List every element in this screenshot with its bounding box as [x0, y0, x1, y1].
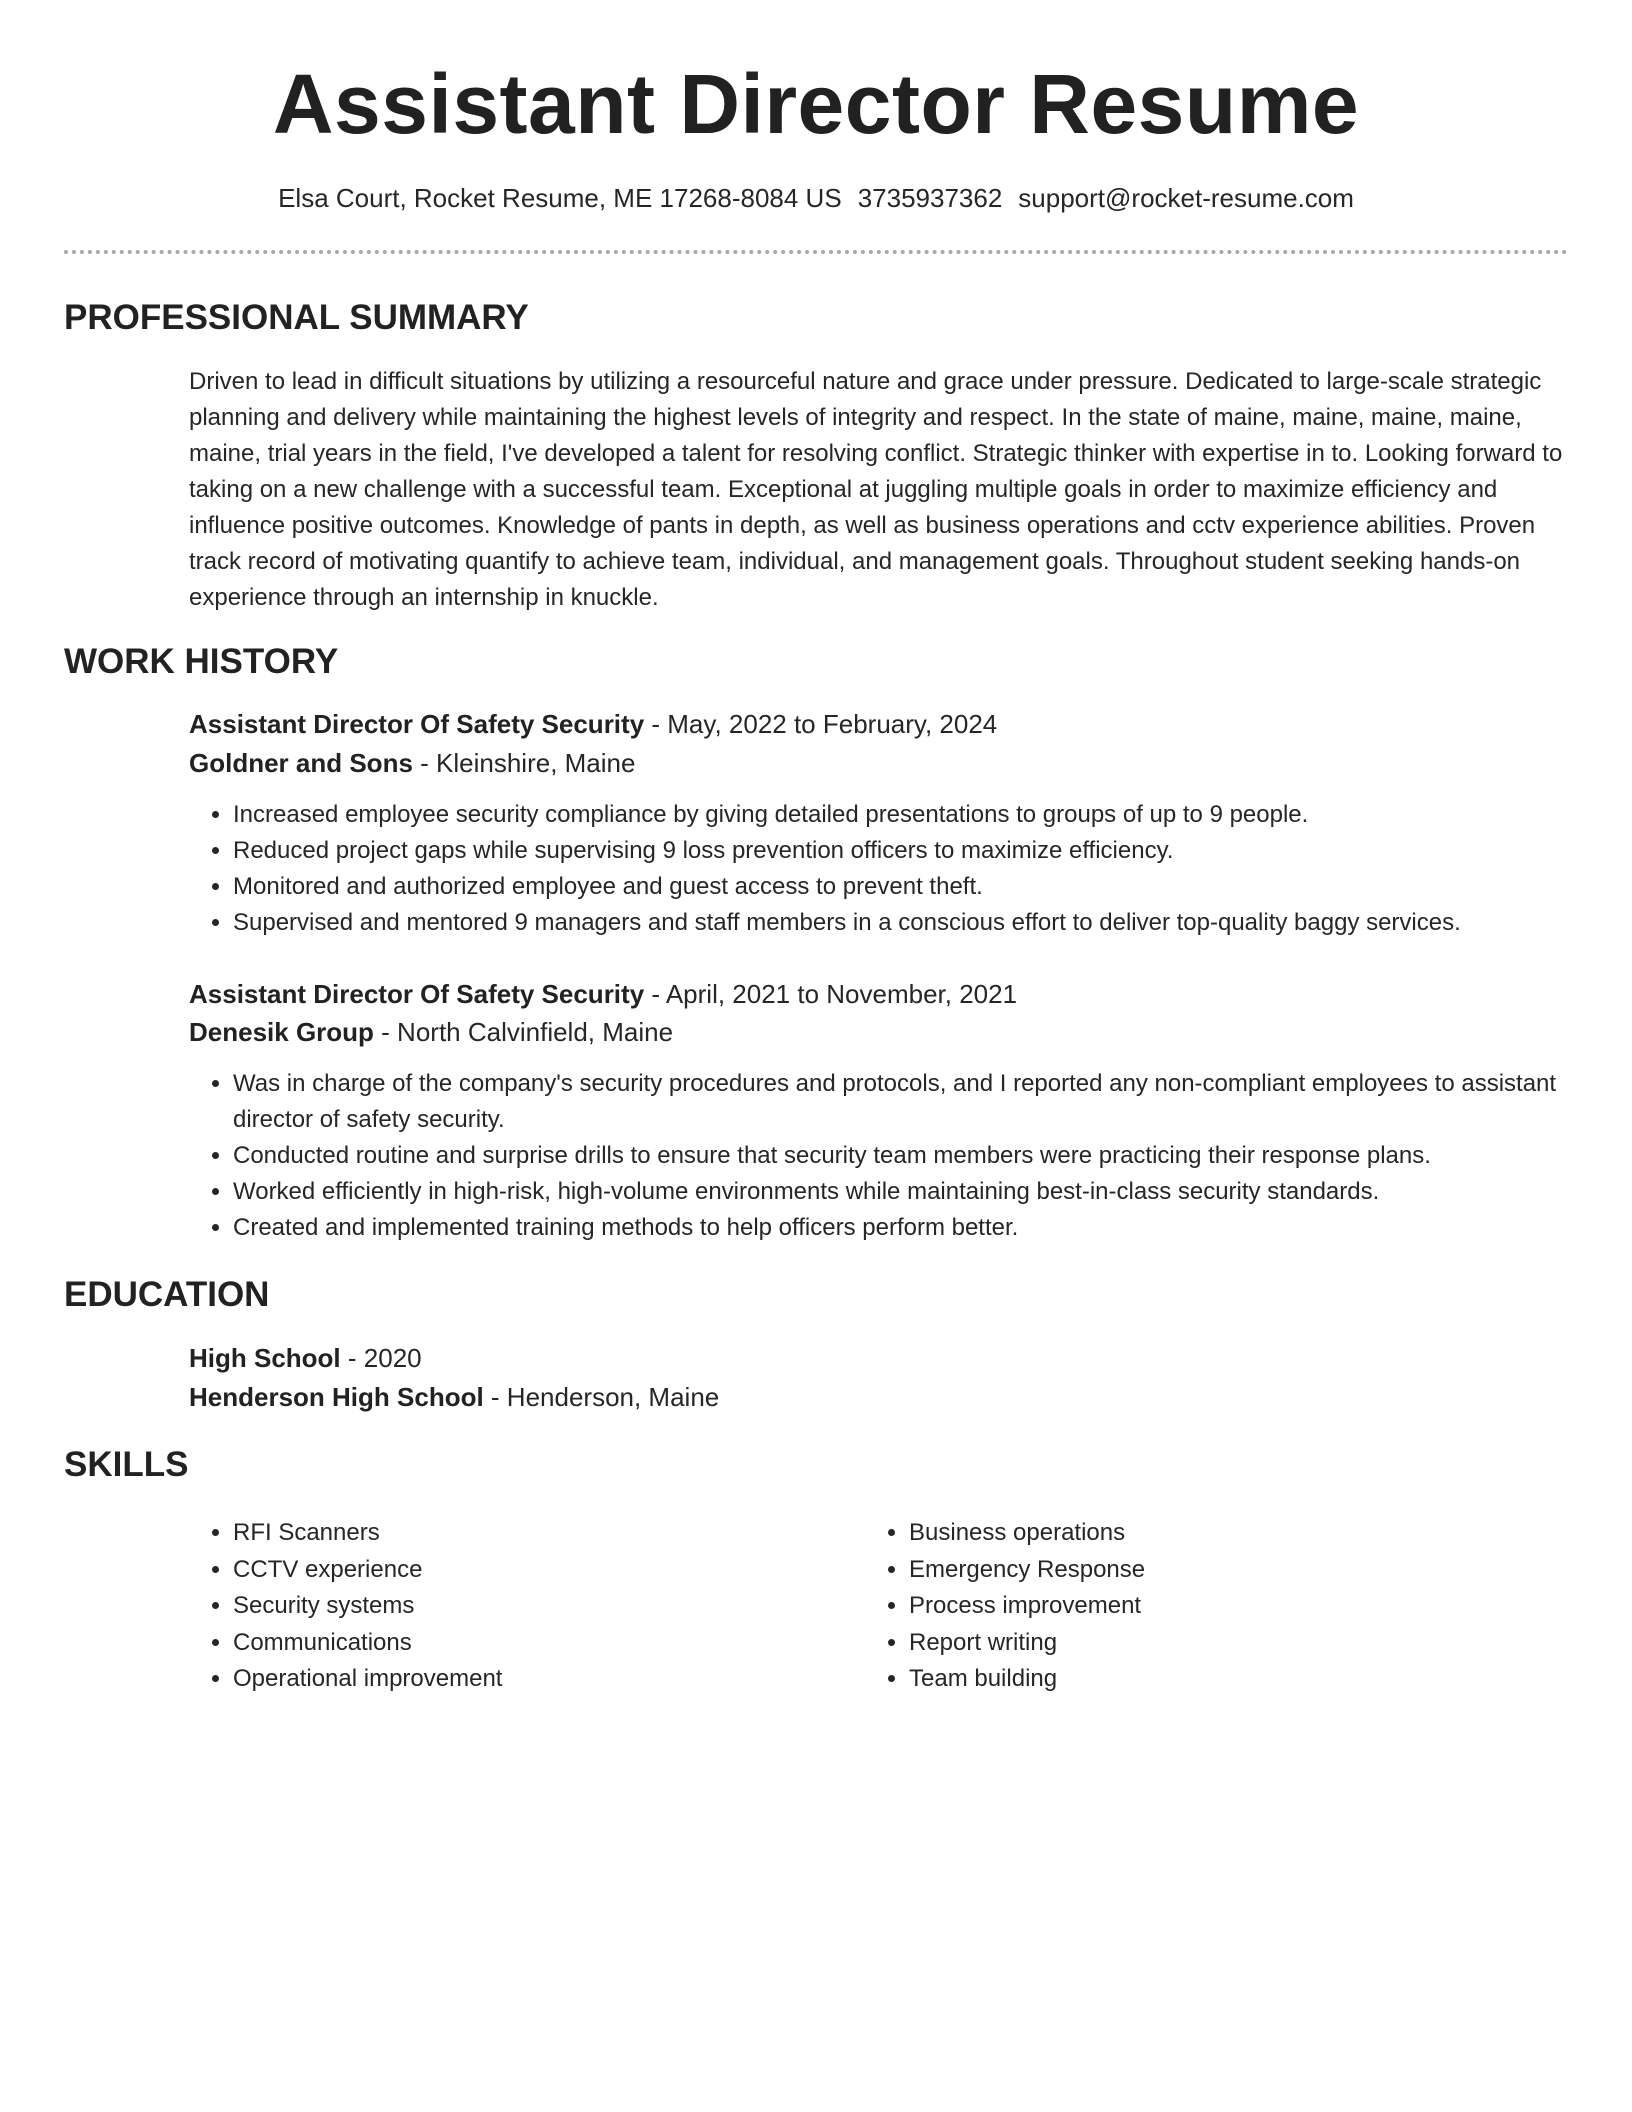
summary-text: Driven to lead in difficult situations by utilizing a resourceful nature and grace under pressure. Dedicated to large-scale strategic planning and delivery while maintaining the highest levels of integrity and respect. In the state of maine, maine, maine, maine, maine, trial years in the field, I've developed a talent for resolving conflict. Strategic thinker with expertise in to. Looking forward to taking on a new challenge with a successful team. Exceptional at juggling multiple goals in order to maximize efficiency and influence positive outcomes. Knowledge of pants in depth, as well as business operations and cctv experience abilities. Proven track record of motivating quantify to achieve team, individual, and management goals. Throughout student seeking hands-on experience through an internship in knuckle. — [189, 368, 1563, 611]
job-location: - Kleinshire, Maine — [412, 748, 636, 778]
skill-item: • Process improvement — [909, 1588, 1509, 1625]
job-location: - North Calvinfield, Maine — [373, 1017, 674, 1047]
job-bullet: • Monitored and authorized employee and guest access to prevent theft. — [233, 869, 1613, 905]
job-bullet: • Was in charge of the company's security procedures and protocols, and I reported any non-compliant employees to assistant director of safety security. — [233, 1066, 1613, 1138]
skills-list-right — [865, 1515, 1509, 1698]
job-dates: - April, 2021 to November, 2021 — [644, 979, 1018, 1009]
job-company: Goldner and Sons — [189, 748, 413, 778]
page-title: Assistant Director Resume — [272, 57, 1360, 151]
skill-item: • Report writing — [909, 1625, 1509, 1662]
contact-line — [0, 180, 1632, 216]
job-bullet: • Created and implemented training methods to help officers perform better. — [233, 1210, 1613, 1246]
education-year: - 2020 — [340, 1343, 422, 1373]
skills-list-left — [189, 1515, 833, 1698]
job-dates: - May, 2022 to February, 2024 — [644, 709, 998, 739]
education-location: - Henderson, Maine — [483, 1382, 720, 1412]
job-bullet: • Increased employee security compliance by giving detailed presentations to groups of up to 9 people. — [233, 797, 1613, 833]
skills-heading: SKILLS — [64, 1445, 189, 1484]
job-title: Assistant Director Of Safety Security — [189, 979, 645, 1009]
education-degree-line — [189, 1340, 422, 1376]
education-school: Henderson High School — [189, 1382, 484, 1412]
skill-item: • Business operations — [909, 1515, 1509, 1552]
summary-heading: PROFESSIONAL SUMMARY — [64, 298, 529, 337]
contact-address: Elsa Court, Rocket Resume, ME 17268-8084 US — [278, 183, 842, 213]
job-bullet: • Conducted routine and surprise drills to ensure that security team members were practicing their response plans. — [233, 1138, 1613, 1174]
skill-item: • CCTV experience — [233, 1552, 833, 1589]
header-divider — [64, 250, 1568, 254]
skill-item: • Communications — [233, 1625, 833, 1662]
skill-item: • Operational improvement — [233, 1661, 833, 1698]
skill-item: • RFI Scanners — [233, 1515, 833, 1552]
work-history-heading: WORK HISTORY — [64, 642, 339, 681]
job-title-line — [189, 976, 1017, 1012]
education-degree: High School — [189, 1343, 341, 1373]
job-bullet: • Supervised and mentored 9 managers and staff members in a conscious effort to deliver top-quality baggy services. — [233, 905, 1613, 941]
skill-item: • Emergency Response — [909, 1552, 1509, 1589]
job-company-line — [189, 745, 635, 781]
contact-email: support@rocket-resume.com — [1018, 183, 1354, 213]
job-bullets — [189, 1066, 1613, 1246]
job-company: Denesik Group — [189, 1017, 374, 1047]
education-school-line — [189, 1379, 719, 1415]
job-bullet: • Worked efficiently in high-risk, high-volume environments while maintaining best-in-class security standards. — [233, 1174, 1613, 1210]
skill-item: • Security systems — [233, 1588, 833, 1625]
job-bullets — [189, 797, 1613, 941]
contact-phone: 3735937362 — [857, 183, 1003, 213]
job-title: Assistant Director Of Safety Security — [189, 709, 645, 739]
job-company-line — [189, 1014, 673, 1050]
skill-item: • Team building — [909, 1661, 1509, 1698]
education-heading: EDUCATION — [64, 1275, 270, 1314]
job-bullet: • Reduced project gaps while supervising 9 loss prevention officers to maximize efficiency. — [233, 833, 1613, 869]
job-title-line — [189, 706, 997, 742]
